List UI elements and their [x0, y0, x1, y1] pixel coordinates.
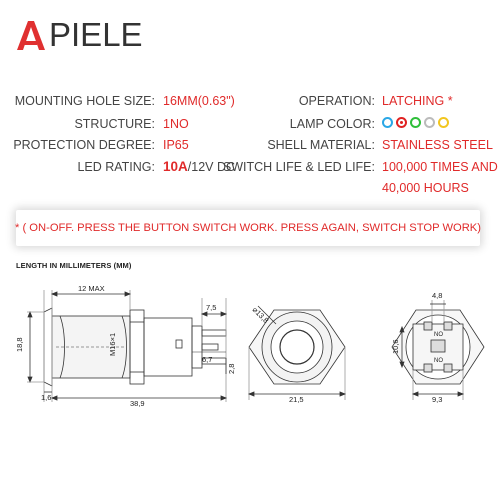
brand-name: PIELE	[49, 16, 143, 53]
shell-material-label: SHELL MATERIAL:	[267, 138, 375, 152]
dim-9-3: 9,3	[432, 395, 443, 404]
side-view	[27, 290, 226, 402]
dim-4-8: 4,8	[432, 291, 443, 300]
dim-m16: M16×1	[108, 332, 117, 356]
operation-note: * ( ON-OFF. PRESS THE BUTTON SWITCH WORK. PRESS AGAIN, SWITCH STOP WORK)	[16, 210, 480, 246]
dim-7-5: 7,5	[206, 303, 217, 312]
dim-13-8: ⌀13,8	[250, 305, 271, 325]
lamp-color-white-icon	[424, 117, 435, 128]
led-rating-voltage: /12V DC	[187, 160, 236, 174]
back-view	[392, 300, 484, 400]
lamp-color-yellow-icon	[438, 117, 449, 128]
dim-18-8: 18,8	[15, 337, 24, 352]
mounting-hole-value: 16MM(0.63")	[163, 94, 235, 108]
no-label-top: NO	[434, 332, 443, 338]
operation-value-text: LATCHING	[382, 94, 445, 108]
no-label-bottom: NO	[434, 358, 443, 364]
structure-value: 1NO	[163, 117, 189, 131]
lamp-color-blue-icon	[382, 117, 393, 128]
dimension-drawing	[0, 270, 500, 500]
switch-life-label: SWITCH LIFE & LED LIFE:	[222, 160, 375, 174]
dim-1-6: 1,6	[41, 393, 52, 402]
operation-star: *	[447, 94, 453, 108]
operation-label: OPERATION:	[298, 94, 375, 108]
lamp-color-swatches	[382, 117, 449, 128]
dim-6-7: 6,7	[202, 355, 213, 364]
dim-2-8: 2,8	[227, 363, 236, 374]
dim-21-5: 21,5	[289, 395, 304, 404]
dim-38-9: 38,9	[130, 399, 145, 408]
lamp-color-red-icon	[396, 117, 407, 128]
mounting-hole-label: MOUNTING HOLE SIZE:	[14, 94, 155, 108]
dim-12-max: 12 MAX	[78, 284, 105, 293]
brand-logo	[15, 18, 143, 52]
lamp-color-label: LAMP COLOR:	[289, 117, 375, 131]
dim-10-6: 10,6	[391, 339, 400, 354]
apiele-logo-mark	[15, 19, 47, 51]
diagram-title: LENGTH IN MILLIMETERS (MM)	[16, 261, 132, 270]
protection-value: IP65	[163, 138, 189, 152]
switch-life-value-line2: 40,000 HOURS	[382, 181, 469, 195]
lamp-color-green-icon	[410, 117, 421, 128]
protection-label: PROTECTION DEGREE:	[13, 138, 155, 152]
led-rating-current: 10A	[163, 159, 188, 174]
structure-label: STRUCTURE:	[74, 117, 155, 131]
shell-material-value: STAINLESS STEEL	[382, 138, 493, 152]
operation-value	[382, 94, 453, 108]
led-rating-label: LED RATING:	[77, 160, 155, 174]
switch-life-value-line1: 100,000 TIMES AND	[382, 160, 498, 174]
